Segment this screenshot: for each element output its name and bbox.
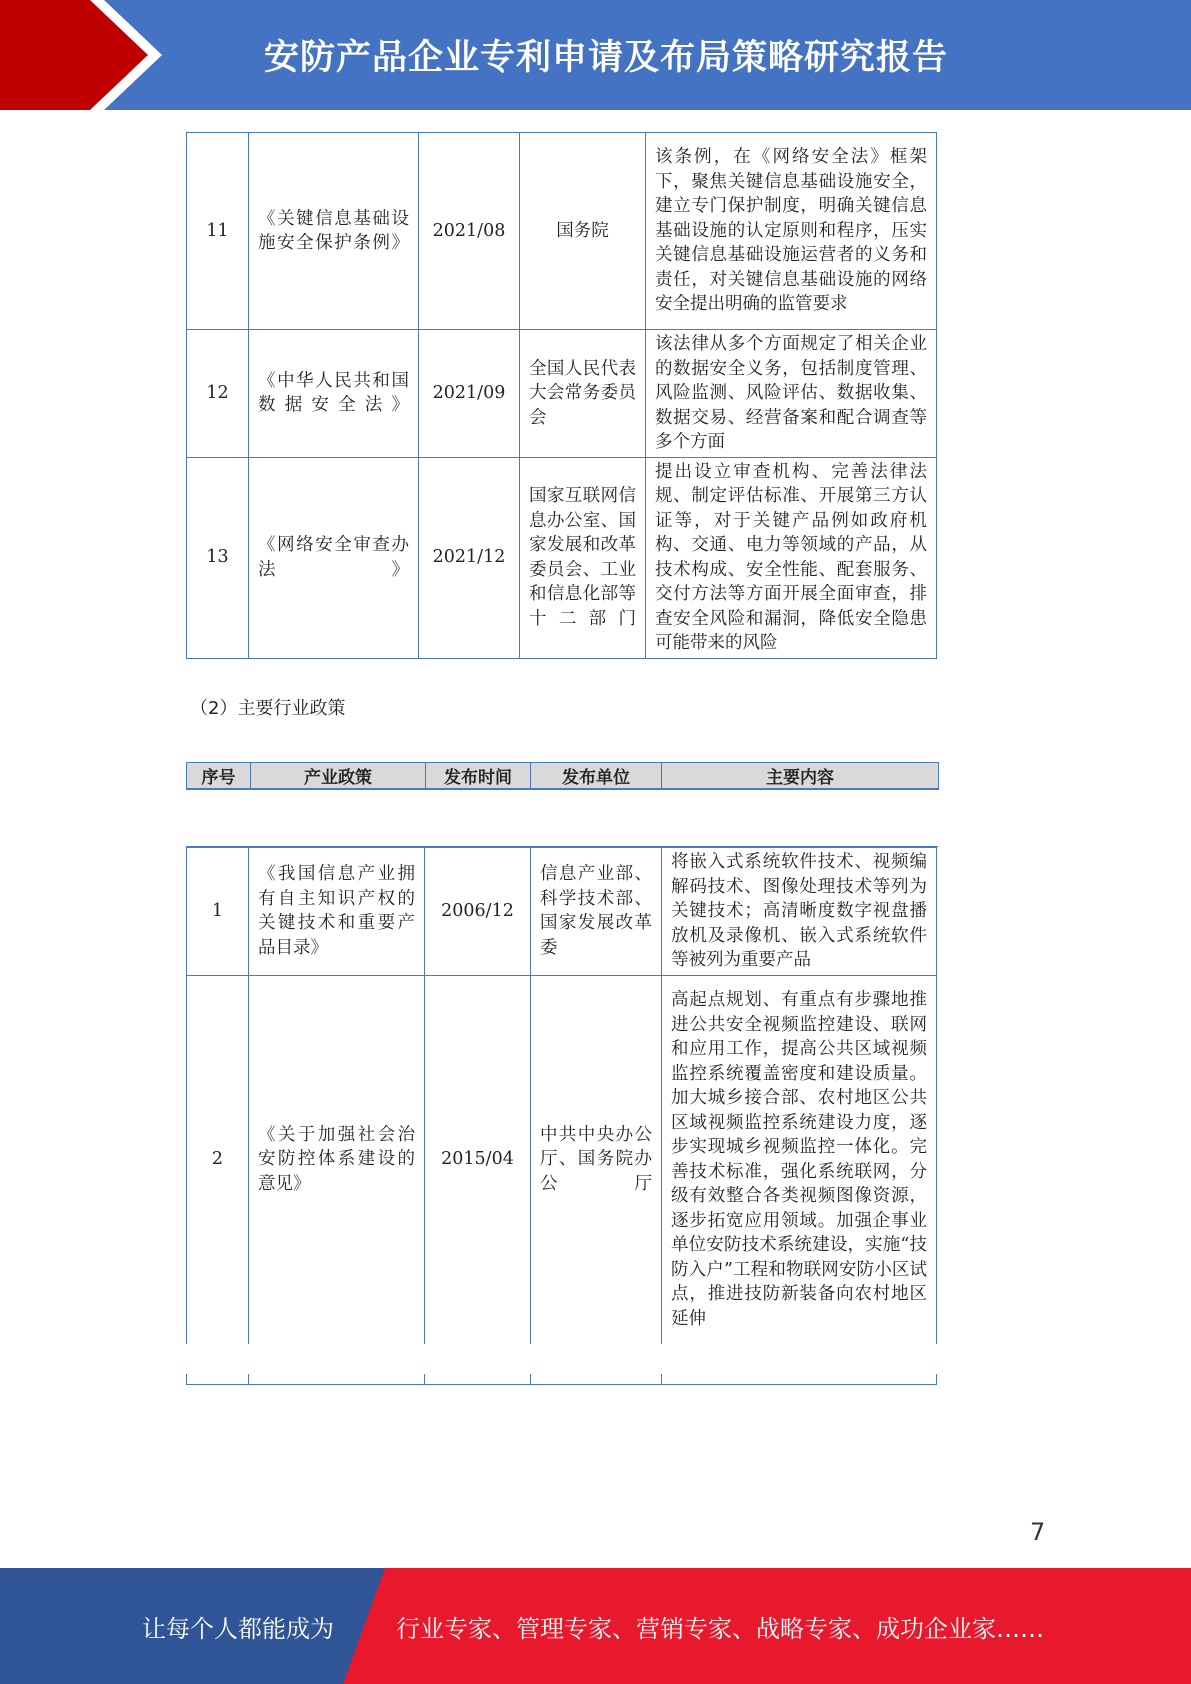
release-date: 2021/12 [419,457,520,658]
main-content: 该法律从多个方面规定了相关企业的数据安全义务，包括制度管理、风险监测、风险评估、数据收集、数据交易、经营备案和配合调查等多个方面 [646,330,937,458]
law-name: 《中华人民共和国数据安全法》 [249,330,419,458]
report-title: 安防产品企业专利申请及布局策略研究报告 [263,38,948,78]
issuer: 国务院 [520,133,646,330]
header-date: 发布时间 [426,763,531,790]
table-row [187,133,937,330]
policy-name: 《关于加强社会治安防控体系建设的意见》 [249,975,425,1344]
release-date: 2021/09 [419,330,520,458]
release-date: 2021/08 [419,133,520,330]
table-row [187,457,937,658]
header-issuer: 发布单位 [531,763,662,790]
release-date: 2015/04 [425,975,531,1344]
footer-slogan-left: 让每个人都能成为 [142,1614,334,1643]
page-number: 7 [1030,1518,1046,1546]
footer-slogan-right: 行业专家、管理专家、营销专家、战略专家、成功企业家…… [396,1614,1044,1643]
row-number: 13 [187,457,249,658]
row-number: 12 [187,330,249,458]
main-content: 该条例，在《网络安全法》框架下，聚焦关键信息基础设施安全，建立专门保护制度，明确关键信息基础设施的认定原则和程序，压实关键信息基础设施运营者的义务和责任，对关键信息基础设施的网络安全提出明确的监管要求 [646,133,937,330]
table-row [187,330,937,458]
table-row [187,975,937,1344]
header-policy: 产业政策 [251,763,426,790]
laws-table [186,132,937,659]
header-no: 序号 [187,763,251,790]
main-content: 提出设立审查机构、完善法律法规、制定评估标准、开展第三方认证等，对于关键产品例如政府机构、交通、电力等领域的产品，从技术构成、安全性能、配套服务、交付方法等方面开展全面审查，排查安全风险和漏洞，降低安全隐患可能带来的风险 [646,457,937,658]
main-content: 将嵌入式系统软件技术、视频编解码技术、图像处理技术等列为关键技术；高清晰度数字视盘播放机及录像机、嵌入式系统软件等被列为重要产品 [662,848,937,976]
row-number: 2 [187,975,249,1344]
policy-header-table [186,762,939,790]
row-number: 1 [187,848,249,976]
law-name: 《网络安全审查办法》 [249,457,419,658]
policies-table [186,847,937,1385]
issuer: 全国人民代表大会常务委员会 [520,330,646,458]
policy-name: 《我国信息产业拥有自主知识产权的关键技术和重要产品目录》 [249,848,425,976]
main-content: 高起点规划、有重点有步骤地推进公共安全视频监控建设、联网和应用工作，提高公共区域视频监控系统覆盖密度和建设质量。加大城乡接合部、农村地区公共区域视频监控系统建设力度，逐步实现城乡视频监控一体化。完善技术标准，强化系统联网，分级有效整合各类视频图像资源，逐步拓宽应用领域。加强企事业单位安防技术系统建设，实施“技防入户”工程和物联网安防小区试点，推进技防新装备向农村地区延伸 [662,975,937,1344]
law-name: 《关键信息基础设施安全保护条例》 [249,133,419,330]
page-cut-mask [0,1344,1191,1374]
header-content: 主要内容 [662,763,939,790]
issuer: 国家互联网信息办公室、国家发展和改革委员会、工业和信息化部等十二部门 [520,457,646,658]
footer-band [0,1568,1191,1684]
issuer: 信息产业部、科学技术部、国家发展改革委 [531,848,662,976]
section-heading: （2）主要行业政策 [190,698,346,719]
row-number: 11 [187,133,249,330]
header-band [0,0,1191,110]
release-date: 2006/12 [425,848,531,976]
issuer: 中共中央办公厅、国务院办公厅 [531,975,662,1344]
table-row [187,848,937,976]
